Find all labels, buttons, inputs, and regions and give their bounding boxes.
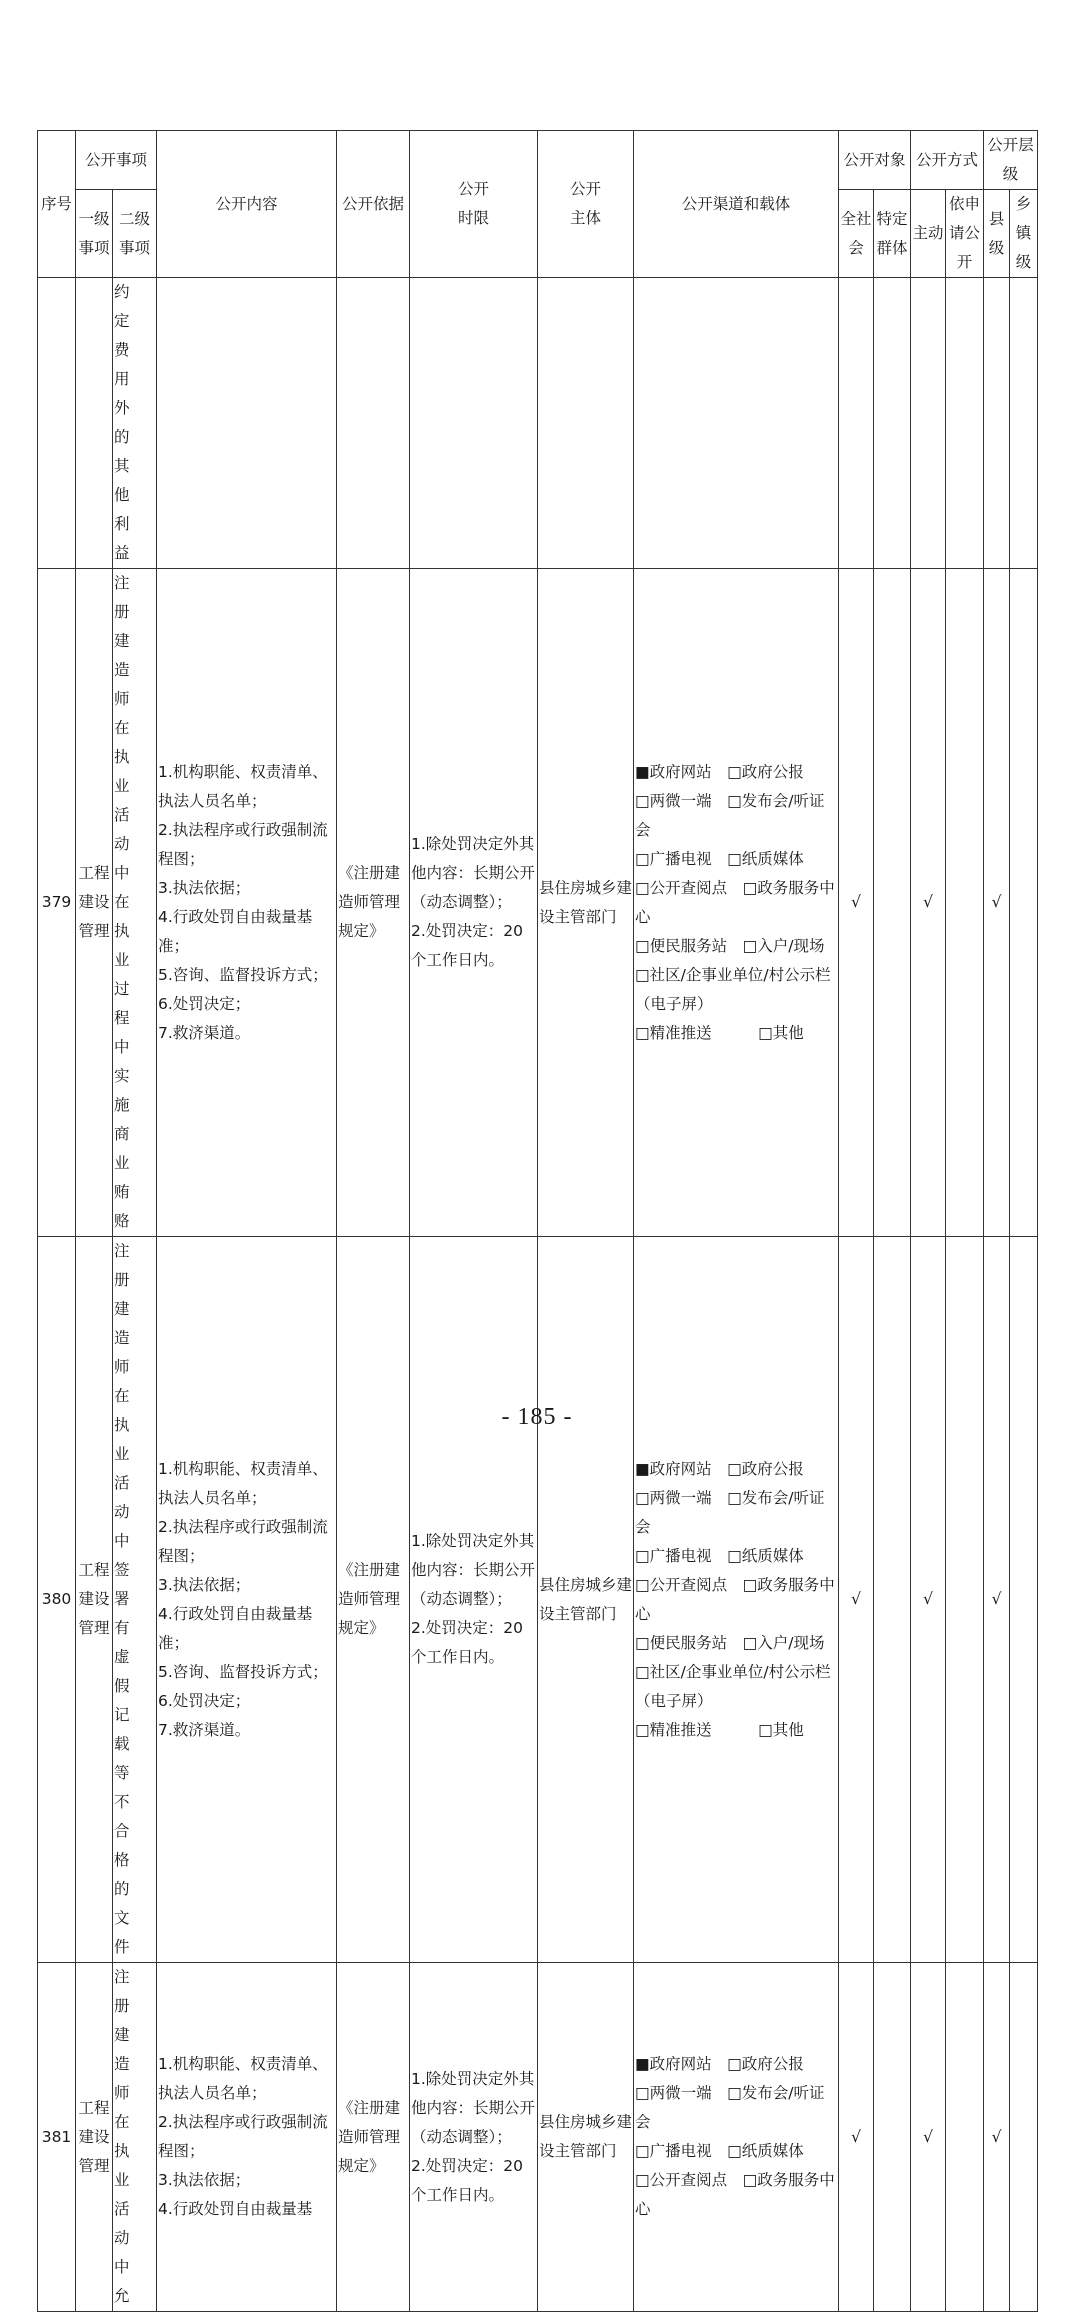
header-level2: 二级事项 <box>113 190 157 278</box>
header-row-1 <box>38 131 1038 190</box>
method-active-mark: √ <box>911 569 946 1237</box>
seq-cell: 381 <box>38 1963 76 2312</box>
tier-town-mark <box>1010 569 1038 1237</box>
time-limit-cell: 1.除处罚决定外其他内容：长期公开（动态调整）； 2.处罚决定：20个工作日内。 <box>410 569 538 1237</box>
header-channels: 公开渠道和载体 <box>634 131 839 278</box>
header-basis: 公开依据 <box>337 131 410 278</box>
tier-town-mark <box>1010 1237 1038 1963</box>
method-active-mark: √ <box>911 1237 946 1963</box>
level1-cell: 工程建设管理 <box>76 1963 113 2312</box>
level2-cell: 注册建造师在执业活动中签署有虚假记载等不合格的文件 <box>113 1237 157 1963</box>
tier-county-mark: √ <box>984 1963 1010 2312</box>
header-method-request: 依申请公开 <box>946 190 984 278</box>
table-row-continuation <box>38 278 1038 569</box>
table-row <box>38 1237 1038 1963</box>
header-method-active: 主动 <box>911 190 946 278</box>
disclosure-table <box>37 130 1038 2312</box>
channels-cell: ■政府网站 □政府公报 □两微一端 □发布会/听证会 □广播电视 □纸质媒体 □公开查阅点 □政务服务中心 □便民服务站 □入户/现场 □社区/企事业单位/村公示栏（电子屏） □精准推送 □其他 <box>634 569 839 1237</box>
header-items-group: 公开事项 <box>76 131 157 190</box>
subject-cell: 县住房城乡建设主管部门 <box>538 1237 634 1963</box>
header-time-limit: 公开 时限 <box>410 131 538 278</box>
basis-cell: 《注册建造师管理规定》 <box>337 1963 410 2312</box>
header-method-group: 公开方式 <box>911 131 984 190</box>
audience-all-mark: √ <box>839 1237 874 1963</box>
header-subject: 公开 主体 <box>538 131 634 278</box>
level2-cell: 注册建造师在执业活动中允 <box>113 1963 157 2312</box>
time-limit-cell: 1.除处罚决定外其他内容：长期公开（动态调整）； 2.处罚决定：20个工作日内。 <box>410 1963 538 2312</box>
level2-cell: 注册建造师在执业活动中在执业过程中实施商业贿赂 <box>113 569 157 1237</box>
audience-specific-mark <box>874 1963 911 2312</box>
method-request-mark <box>946 1963 984 2312</box>
seq-cell: 379 <box>38 569 76 1237</box>
channels-cell: ■政府网站 □政府公报 □两微一端 □发布会/听证会 □广播电视 □纸质媒体 □公开查阅点 □政务服务中心 <box>634 1963 839 2312</box>
method-request-mark <box>946 569 984 1237</box>
seq-cell: 380 <box>38 1237 76 1963</box>
header-tier-town: 乡镇级 <box>1010 190 1038 278</box>
header-tier-group: 公开层级 <box>984 131 1038 190</box>
level2-cell: 约定费用外的其他利益 <box>113 278 157 569</box>
header-audience-specific: 特定群体 <box>874 190 911 278</box>
tier-town-mark <box>1010 1963 1038 2312</box>
method-active-mark: √ <box>911 1963 946 2312</box>
channels-cell: ■政府网站 □政府公报 □两微一端 □发布会/听证会 □广播电视 □纸质媒体 □公开查阅点 □政务服务中心 □便民服务站 □入户/现场 □社区/企事业单位/村公示栏（电子屏） □精准推送 □其他 <box>634 1237 839 1963</box>
basis-cell: 《注册建造师管理规定》 <box>337 569 410 1237</box>
header-level1: 一级事项 <box>76 190 113 278</box>
basis-cell: 《注册建造师管理规定》 <box>337 1237 410 1963</box>
time-limit-cell: 1.除处罚决定外其他内容：长期公开（动态调整）； 2.处罚决定：20个工作日内。 <box>410 1237 538 1963</box>
level1-cell: 工程建设管理 <box>76 1237 113 1963</box>
audience-all-mark: √ <box>839 569 874 1237</box>
content-cell: 1.机构职能、权责清单、执法人员名单； 2.执法程序或行政强制流程图； 3.执法依据； 4.行政处罚自由裁量基准； 5.咨询、监督投诉方式； 6.处罚决定； 7.救济渠道。 <box>157 569 337 1237</box>
tier-county-mark: √ <box>984 569 1010 1237</box>
table-row <box>38 569 1038 1237</box>
content-cell: 1.机构职能、权责清单、执法人员名单； 2.执法程序或行政强制流程图； 3.执法依据； 4.行政处罚自由裁量基 <box>157 1963 337 2312</box>
header-tier-county: 县级 <box>984 190 1010 278</box>
header-audience-group: 公开对象 <box>839 131 911 190</box>
header-content: 公开内容 <box>157 131 337 278</box>
page-number: - 185 - <box>501 1404 573 1430</box>
audience-all-mark: √ <box>839 1963 874 2312</box>
header-audience-all: 全社会 <box>839 190 874 278</box>
method-request-mark <box>946 1237 984 1963</box>
tier-county-mark: √ <box>984 1237 1010 1963</box>
audience-specific-mark <box>874 569 911 1237</box>
subject-cell: 县住房城乡建设主管部门 <box>538 569 634 1237</box>
audience-specific-mark <box>874 1237 911 1963</box>
table-row <box>38 1963 1038 2312</box>
level1-cell: 工程建设管理 <box>76 569 113 1237</box>
content-cell: 1.机构职能、权责清单、执法人员名单； 2.执法程序或行政强制流程图； 3.执法依据； 4.行政处罚自由裁量基准； 5.咨询、监督投诉方式； 6.处罚决定； 7.救济渠道。 <box>157 1237 337 1963</box>
header-seq: 序号 <box>38 131 76 278</box>
subject-cell: 县住房城乡建设主管部门 <box>538 1963 634 2312</box>
